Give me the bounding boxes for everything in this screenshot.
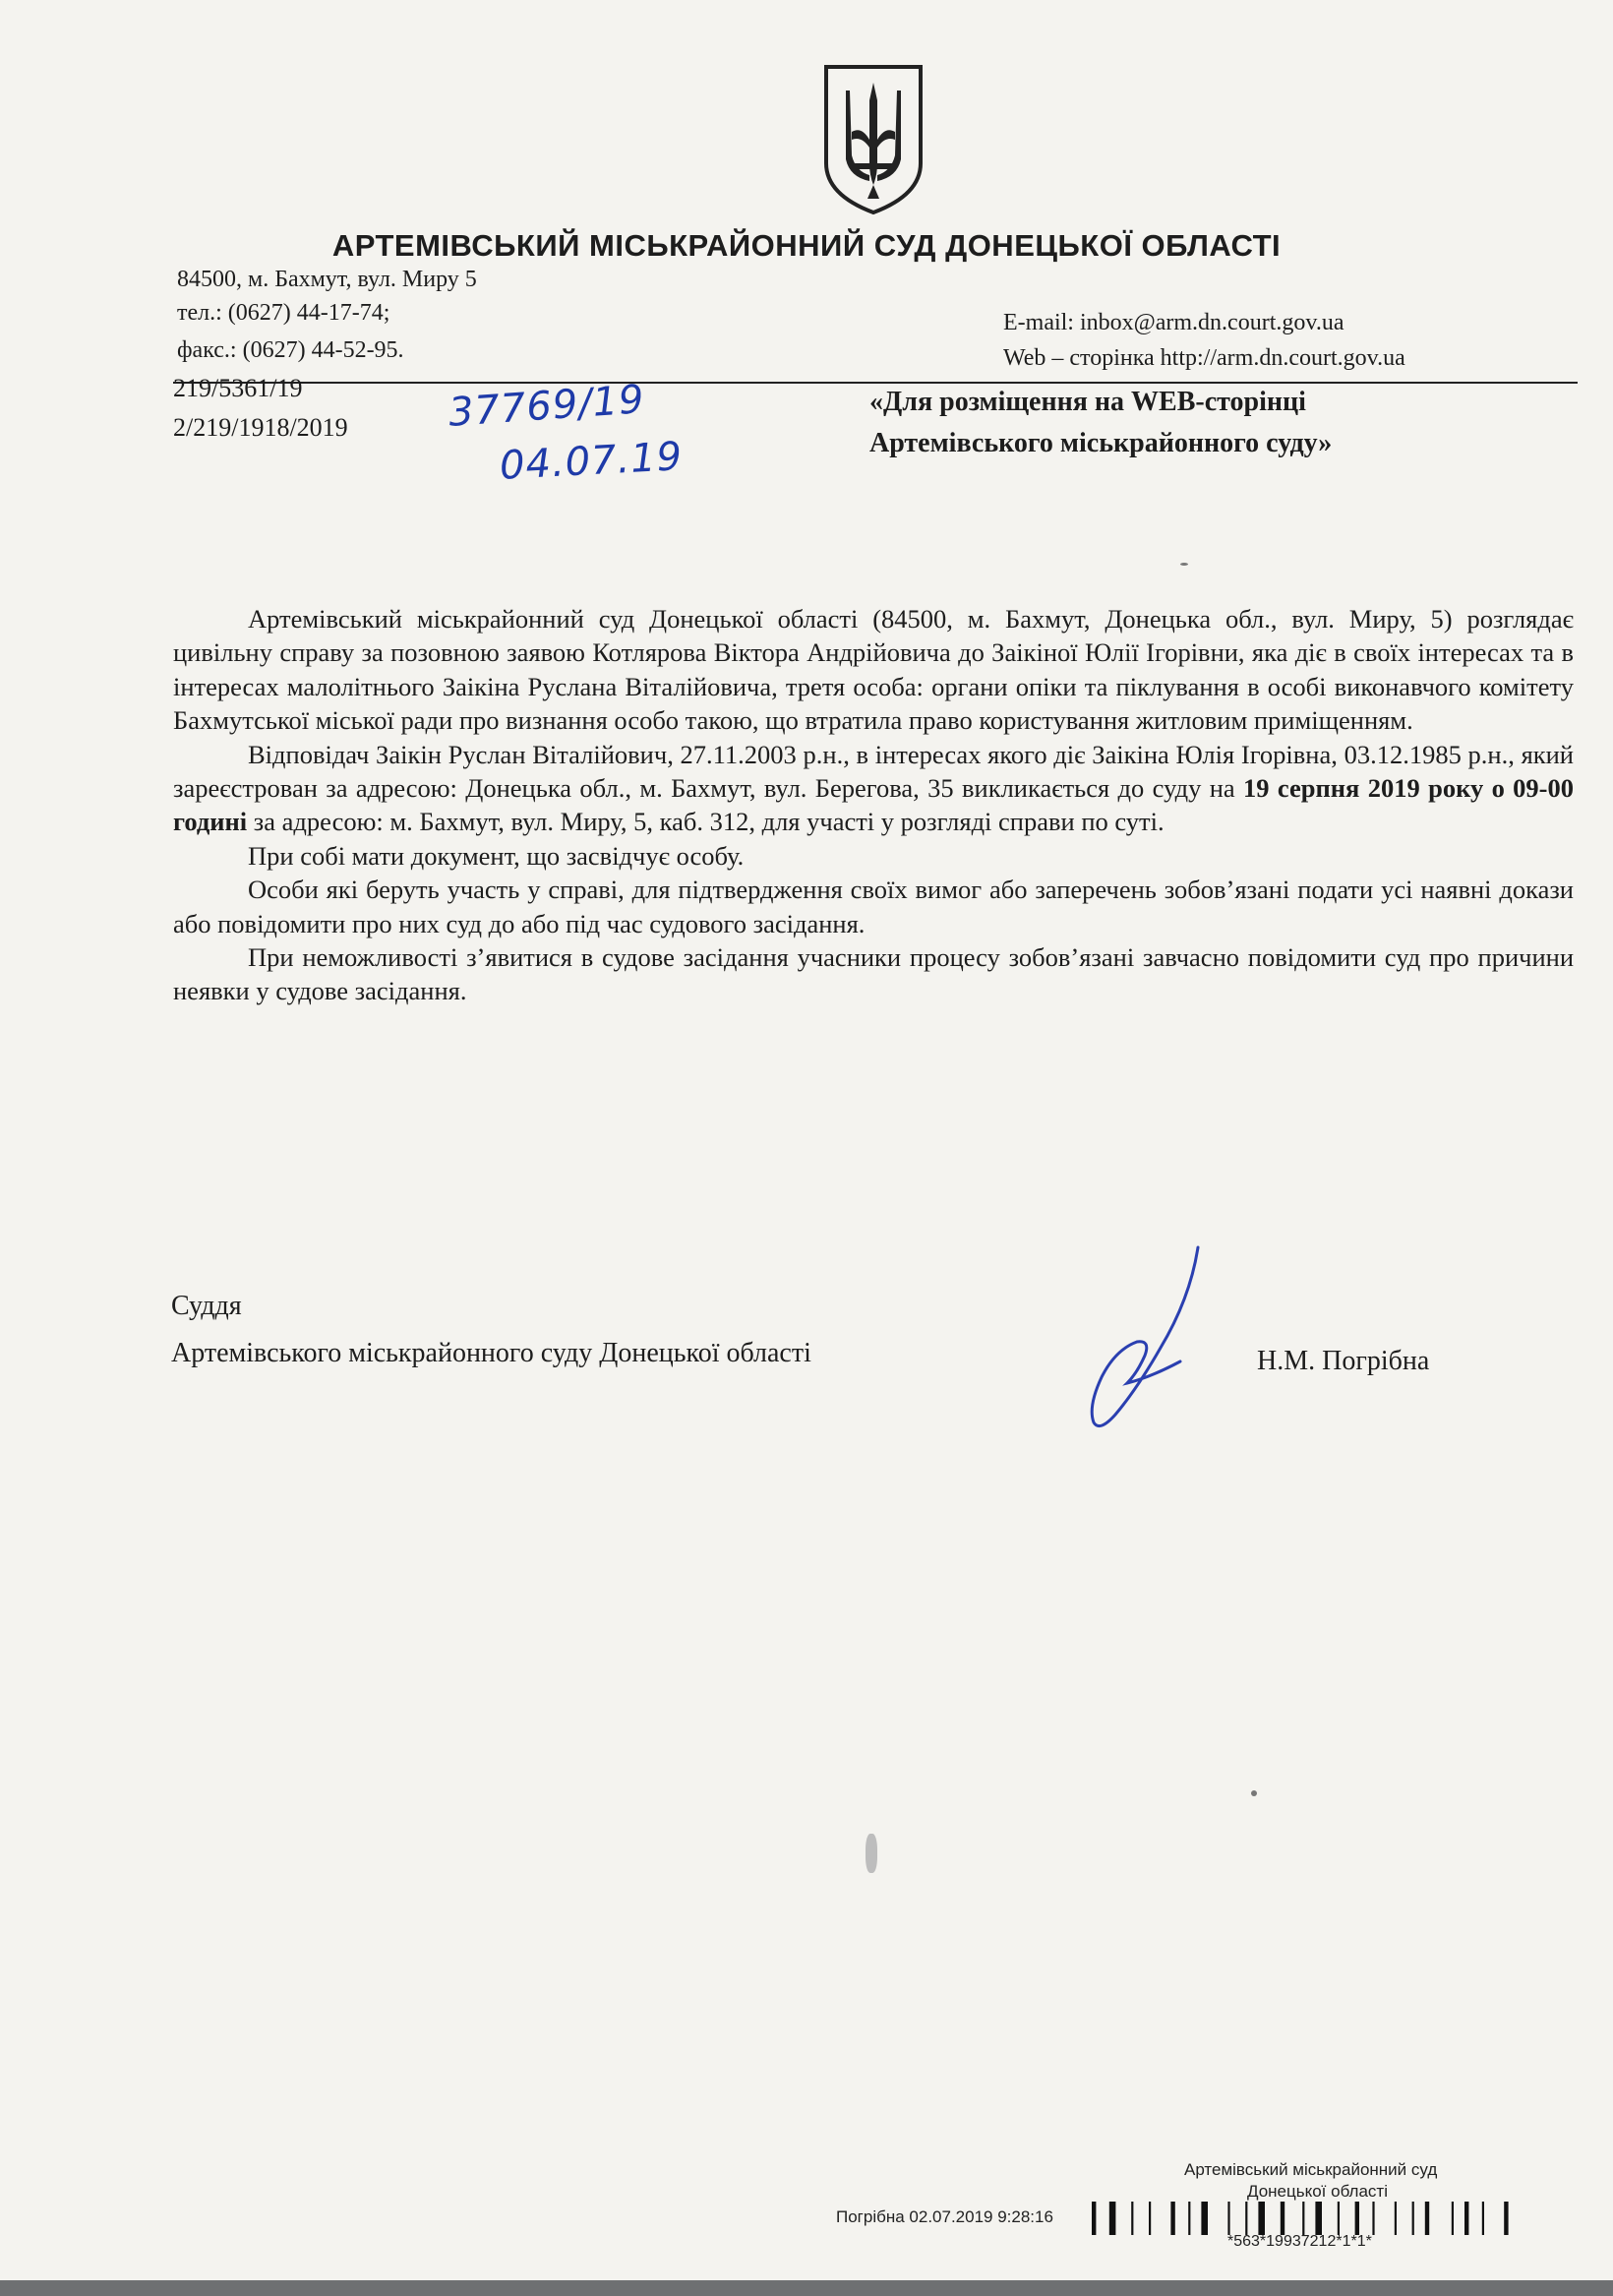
addressee-note (869, 382, 1558, 464)
court-phone: тел.: (0627) 44-17-74; (177, 300, 390, 326)
court-name-heading: АРТЕМІВСЬКИЙ МІСЬКРАЙОННИЙ СУД ДОНЕЦЬКОЇ ОБЛАСТІ (331, 228, 1282, 263)
barcode-bar (1315, 2202, 1322, 2235)
summons-text-end: за адресою: м. Бахмут, вул. Миру, 5, каб. 312, для участі у розгляді справи по суті. (247, 807, 1165, 837)
barcode-bar (1281, 2202, 1284, 2235)
scan-speck (1251, 1790, 1257, 1796)
barcode-text: *563*19937212*1*1* (1227, 2233, 1372, 2250)
barcode-bar (1338, 2202, 1340, 2235)
barcode-bar (1425, 2202, 1429, 2235)
electronic-signature-stamp: Погрібна 02.07.2019 9:28:16 (836, 2207, 1053, 2226)
barcode-bar (1372, 2202, 1374, 2235)
scan-speck (1180, 563, 1188, 566)
court-fax: факс.: (0627) 44-52-95. (177, 337, 404, 363)
paragraph-absence-notice: При неможливості з’явитися в судове засідання учасники процесу зобов’язані завчасно повідомити суд про причини неявки у судове засідання. (173, 942, 1574, 1006)
handwritten-registration-date: 04.07.19 (498, 434, 685, 489)
signatory-court: Артемівського міськрайонного суду Донецької області (171, 1338, 811, 1368)
barcode-bar (1170, 2202, 1174, 2235)
document-barcode (1092, 2202, 1564, 2235)
barcode-bar (1131, 2202, 1133, 2235)
court-address: 84500, м. Бахмут, вул. Миру 5 (177, 267, 477, 292)
barcode-bar (1201, 2202, 1208, 2235)
barcode-bar (1188, 2202, 1190, 2235)
notice-body (173, 602, 1574, 1008)
coat-of-arms-emblem (820, 61, 926, 218)
paragraph-case-description: Артемівський міськрайонний суд Донецької області (84500, м. Бахмут, Донецька обл., вул. Миру, 5) розглядає цивільну справу за позовною заявою Котлярова Віктора Андрійовича до Заікіної Юлії Ігорівни, яка діє в своїх інтересах та в інтересах малолітнього Заікіна Руслана Віталійовича, третя особа: органи опіки та піклування в особі виконавчого комітету Бахмутської міської ради про визнання особо такою, що втратила право користування житловим приміщенням. (173, 604, 1574, 736)
barcode-bar (1412, 2202, 1414, 2235)
addressee-line-2: Артемівського міськрайонного суду» (869, 428, 1333, 458)
barcode-bar (1302, 2202, 1304, 2235)
barcode-bar (1452, 2202, 1454, 2235)
summons-text-start: Відповідач Заікін Руслан Віталійович, 27.11.2003 р.н., в інтересах якого діє Заікіна Юлія Ігорівна, 03.12.1985 р.н., який зареєстрован за адресою: Донецька обл., м. Бахмут, вул. Берегова, 35 викликається до суду на (173, 739, 1574, 804)
barcode-bar (1395, 2202, 1397, 2235)
barcode-bar (1258, 2202, 1265, 2235)
barcode-bar (1482, 2202, 1484, 2235)
case-number: 219/5361/19 (173, 374, 303, 402)
proceeding-number: 2/219/1918/2019 (173, 413, 348, 442)
court-website: Web – сторінка http://arm.dn.court.gov.ua (1003, 345, 1405, 371)
handwritten-signature (1043, 1239, 1220, 1436)
barcode-bar (1149, 2202, 1151, 2235)
paragraph-summons (173, 738, 1574, 839)
paragraph-identity-document: При собі мати документ, що засвідчує особу. (248, 840, 745, 871)
barcode-bar (1355, 2202, 1359, 2235)
court-email: E-mail: inbox@arm.dn.court.gov.ua (1003, 310, 1344, 335)
signatory-title: Суддя (171, 1291, 242, 1321)
barcode-bar (1109, 2202, 1116, 2235)
hearing-date-time: 19 серпня 2019 року о 09-00 годині (173, 773, 1575, 837)
barcode-bar (1227, 2202, 1229, 2235)
barcode-bar (1504, 2202, 1508, 2235)
barcode-bar (1464, 2202, 1468, 2235)
scan-smudge (866, 1834, 877, 1873)
handwritten-registration-number: 37769/19 (447, 377, 646, 436)
stamp-court-line-1: Артемівський міськрайонний суд (1184, 2160, 1438, 2179)
stamp-court-line-2: Донецької області (1247, 2182, 1388, 2201)
scanner-edge (0, 2280, 1613, 2296)
paragraph-evidence: Особи які беруть участь у справі, для підтвердження своїх вимог або заперечень зобов’язані подати усі наявні докази або повідомити про них суд до або під час судового засідання. (173, 875, 1574, 938)
addressee-line-1: «Для розміщення на WEB-сторінці (869, 387, 1306, 417)
barcode-bar (1092, 2202, 1096, 2235)
barcode-bar (1245, 2202, 1247, 2235)
judge-name: Н.М. Погрібна (1257, 1346, 1430, 1376)
